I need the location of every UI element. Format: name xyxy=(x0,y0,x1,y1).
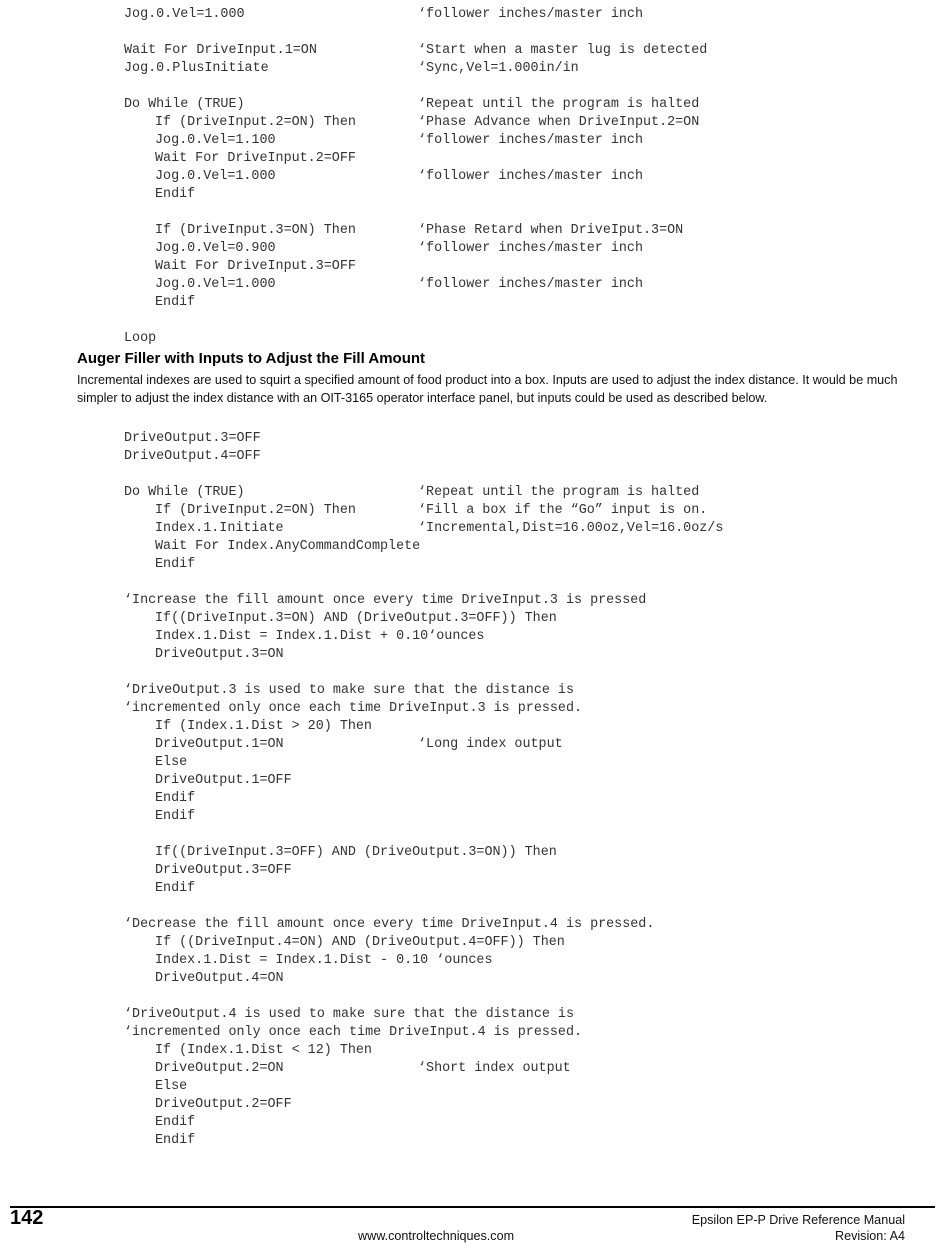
code-text: If (DriveInput.3=ON) Then xyxy=(155,223,356,238)
code-line xyxy=(0,276,950,294)
section-heading: Auger Filler with Inputs to Adjust the Fill Amount xyxy=(77,350,426,367)
code-comment: ‘Short index output xyxy=(418,1061,571,1076)
revision-label: Revision: A4 xyxy=(834,1229,905,1243)
code-comment: ‘Start when a master lug is detected xyxy=(418,43,708,58)
code-line xyxy=(0,718,950,736)
code-line xyxy=(0,150,950,168)
code-text: Endif xyxy=(155,791,196,806)
code-comment: ‘Phase Advance when DriveInput.2=ON xyxy=(418,115,700,130)
code-block-auger-filler xyxy=(0,430,950,1150)
code-line xyxy=(0,502,950,520)
code-line xyxy=(0,916,950,934)
code-text: Index.1.Dist = Index.1.Dist + 0.10‘ounces xyxy=(155,629,485,644)
code-line xyxy=(0,42,950,60)
code-text: If (Index.1.Dist > 20) Then xyxy=(155,719,372,734)
code-text: ‘incremented only once each time DriveInput.4 is pressed. xyxy=(124,1025,583,1040)
code-comment: ‘follower inches/master inch xyxy=(418,133,643,148)
code-text: DriveOutput.2=OFF xyxy=(155,1097,292,1112)
page-number: 142 xyxy=(10,1207,44,1229)
code-line xyxy=(0,1114,950,1132)
code-text: Index.1.Dist = Index.1.Dist - 0.10 ‘ounces xyxy=(155,953,493,968)
footer-divider xyxy=(10,1206,935,1208)
code-text: If ((DriveInput.4=ON) AND (DriveOutput.4=OFF)) Then xyxy=(155,935,565,950)
code-line xyxy=(0,736,950,754)
code-line xyxy=(0,222,950,240)
footer-url: www.controltechniques.com xyxy=(358,1229,515,1243)
manual-title: Epsilon EP-P Drive Reference Manual xyxy=(691,1213,905,1227)
code-line xyxy=(0,844,950,862)
code-comment: ‘follower inches/master inch xyxy=(418,169,643,184)
code-line xyxy=(0,700,950,718)
code-line xyxy=(0,430,950,448)
code-line xyxy=(0,1096,950,1114)
code-line xyxy=(0,1042,950,1060)
code-text: Endif xyxy=(155,1133,196,1148)
code-comment: ‘follower inches/master inch xyxy=(418,277,643,292)
code-line xyxy=(0,186,950,204)
code-text: If (DriveInput.2=ON) Then xyxy=(155,115,356,130)
code-line xyxy=(0,24,950,42)
code-text: Jog.0.PlusInitiate xyxy=(124,61,269,76)
code-line xyxy=(0,610,950,628)
code-line xyxy=(0,646,950,664)
code-line xyxy=(0,970,950,988)
code-line xyxy=(0,628,950,646)
code-line xyxy=(0,574,950,592)
code-line xyxy=(0,934,950,952)
code-text: DriveOutput.4=ON xyxy=(155,971,284,986)
code-text: DriveOutput.1=ON xyxy=(155,737,284,752)
code-line xyxy=(0,592,950,610)
code-text: ‘DriveOutput.3 is used to make sure that the distance is xyxy=(124,683,574,698)
code-text: Endif xyxy=(155,557,196,572)
code-line xyxy=(0,1060,950,1078)
code-comment: ‘Phase Retard when DriveIput.3=ON xyxy=(418,223,684,238)
code-text: Wait For DriveInput.2=OFF xyxy=(155,151,356,166)
code-text: If((DriveInput.3=OFF) AND (DriveOutput.3=ON)) Then xyxy=(155,845,557,860)
code-line xyxy=(0,880,950,898)
code-text: ‘incremented only once each time DriveInput.3 is pressed. xyxy=(124,701,583,716)
code-text: Endif xyxy=(155,187,196,202)
code-text: ‘Increase the fill amount once every time DriveInput.3 is pressed xyxy=(124,593,647,608)
code-line xyxy=(0,826,950,844)
code-line xyxy=(0,312,950,330)
code-line xyxy=(0,1078,950,1096)
code-line xyxy=(0,988,950,1006)
code-line xyxy=(0,1024,950,1042)
code-line xyxy=(0,484,950,502)
code-text: DriveOutput.1=OFF xyxy=(155,773,292,788)
code-comment: ‘Incremental,Dist=16.00oz,Vel=16.0oz/s xyxy=(418,521,724,536)
code-text: Loop xyxy=(124,331,157,346)
code-text: Do While (TRUE) xyxy=(124,97,245,112)
code-text: Jog.0.Vel=1.000 xyxy=(155,277,276,292)
code-text: Index.1.Initiate xyxy=(155,521,284,536)
code-text: If (Index.1.Dist < 12) Then xyxy=(155,1043,372,1058)
code-line xyxy=(0,330,950,348)
code-line xyxy=(0,1132,950,1150)
code-line xyxy=(0,1006,950,1024)
code-block-jog-phase xyxy=(0,6,950,348)
code-text: Wait For Index.AnyCommandComplete xyxy=(155,539,421,554)
code-comment: ‘Repeat until the program is halted xyxy=(418,97,700,112)
code-text: Wait For DriveInput.1=ON xyxy=(124,43,317,58)
code-comment: ‘follower inches/master inch xyxy=(418,7,643,22)
code-line xyxy=(0,448,950,466)
code-text: Endif xyxy=(155,809,196,824)
code-text: Endif xyxy=(155,1115,196,1130)
code-line xyxy=(0,682,950,700)
code-line xyxy=(0,862,950,880)
code-line xyxy=(0,772,950,790)
code-line xyxy=(0,60,950,78)
code-line xyxy=(0,538,950,556)
code-text: Endif xyxy=(155,295,196,310)
code-line xyxy=(0,6,950,24)
code-text: Jog.0.Vel=1.100 xyxy=(155,133,276,148)
code-text: DriveOutput.3=ON xyxy=(155,647,284,662)
code-text: DriveOutput.4=OFF xyxy=(124,449,261,464)
code-line xyxy=(0,790,950,808)
code-line xyxy=(0,258,950,276)
code-comment: ‘Fill a box if the “Go” input is on. xyxy=(418,503,708,518)
code-line xyxy=(0,556,950,574)
code-line xyxy=(0,898,950,916)
code-line xyxy=(0,114,950,132)
code-text: If (DriveInput.2=ON) Then xyxy=(155,503,356,518)
code-text: ‘Decrease the fill amount once every time DriveInput.4 is pressed. xyxy=(124,917,655,932)
section-paragraph: Incremental indexes are used to squirt a specified amount of food product into a box. Inputs are used to adjust the index distance. It would be much simpler to adjust the index distance with an OIT-3165 operator interface panel, but inputs could be used as described below. xyxy=(77,373,898,405)
code-text: ‘DriveOutput.4 is used to make sure that the distance is xyxy=(124,1007,574,1022)
code-comment: ‘follower inches/master inch xyxy=(418,241,643,256)
code-text: Do While (TRUE) xyxy=(124,485,245,500)
code-line xyxy=(0,168,950,186)
code-text: Else xyxy=(155,1079,188,1094)
code-line xyxy=(0,132,950,150)
code-comment: ‘Sync,Vel=1.000in/in xyxy=(418,61,579,76)
code-text: Endif xyxy=(155,881,196,896)
code-text: DriveOutput.3=OFF xyxy=(124,431,261,446)
code-comment: ‘Long index output xyxy=(418,737,563,752)
code-line xyxy=(0,520,950,538)
code-line xyxy=(0,204,950,222)
code-line xyxy=(0,664,950,682)
code-line xyxy=(0,466,950,484)
code-line xyxy=(0,78,950,96)
code-text: Jog.0.Vel=0.900 xyxy=(155,241,276,256)
code-line xyxy=(0,808,950,826)
code-text: DriveOutput.3=OFF xyxy=(155,863,292,878)
code-comment: ‘Repeat until the program is halted xyxy=(418,485,700,500)
code-line xyxy=(0,952,950,970)
code-text: If((DriveInput.3=ON) AND (DriveOutput.3=OFF)) Then xyxy=(155,611,557,626)
code-line xyxy=(0,96,950,114)
code-text: Else xyxy=(155,755,188,770)
code-line xyxy=(0,294,950,312)
code-text: Jog.0.Vel=1.000 xyxy=(124,7,245,22)
code-text: DriveOutput.2=ON xyxy=(155,1061,284,1076)
code-line xyxy=(0,240,950,258)
code-text: Wait For DriveInput.3=OFF xyxy=(155,259,356,274)
code-line xyxy=(0,754,950,772)
code-text: Jog.0.Vel=1.000 xyxy=(155,169,276,184)
